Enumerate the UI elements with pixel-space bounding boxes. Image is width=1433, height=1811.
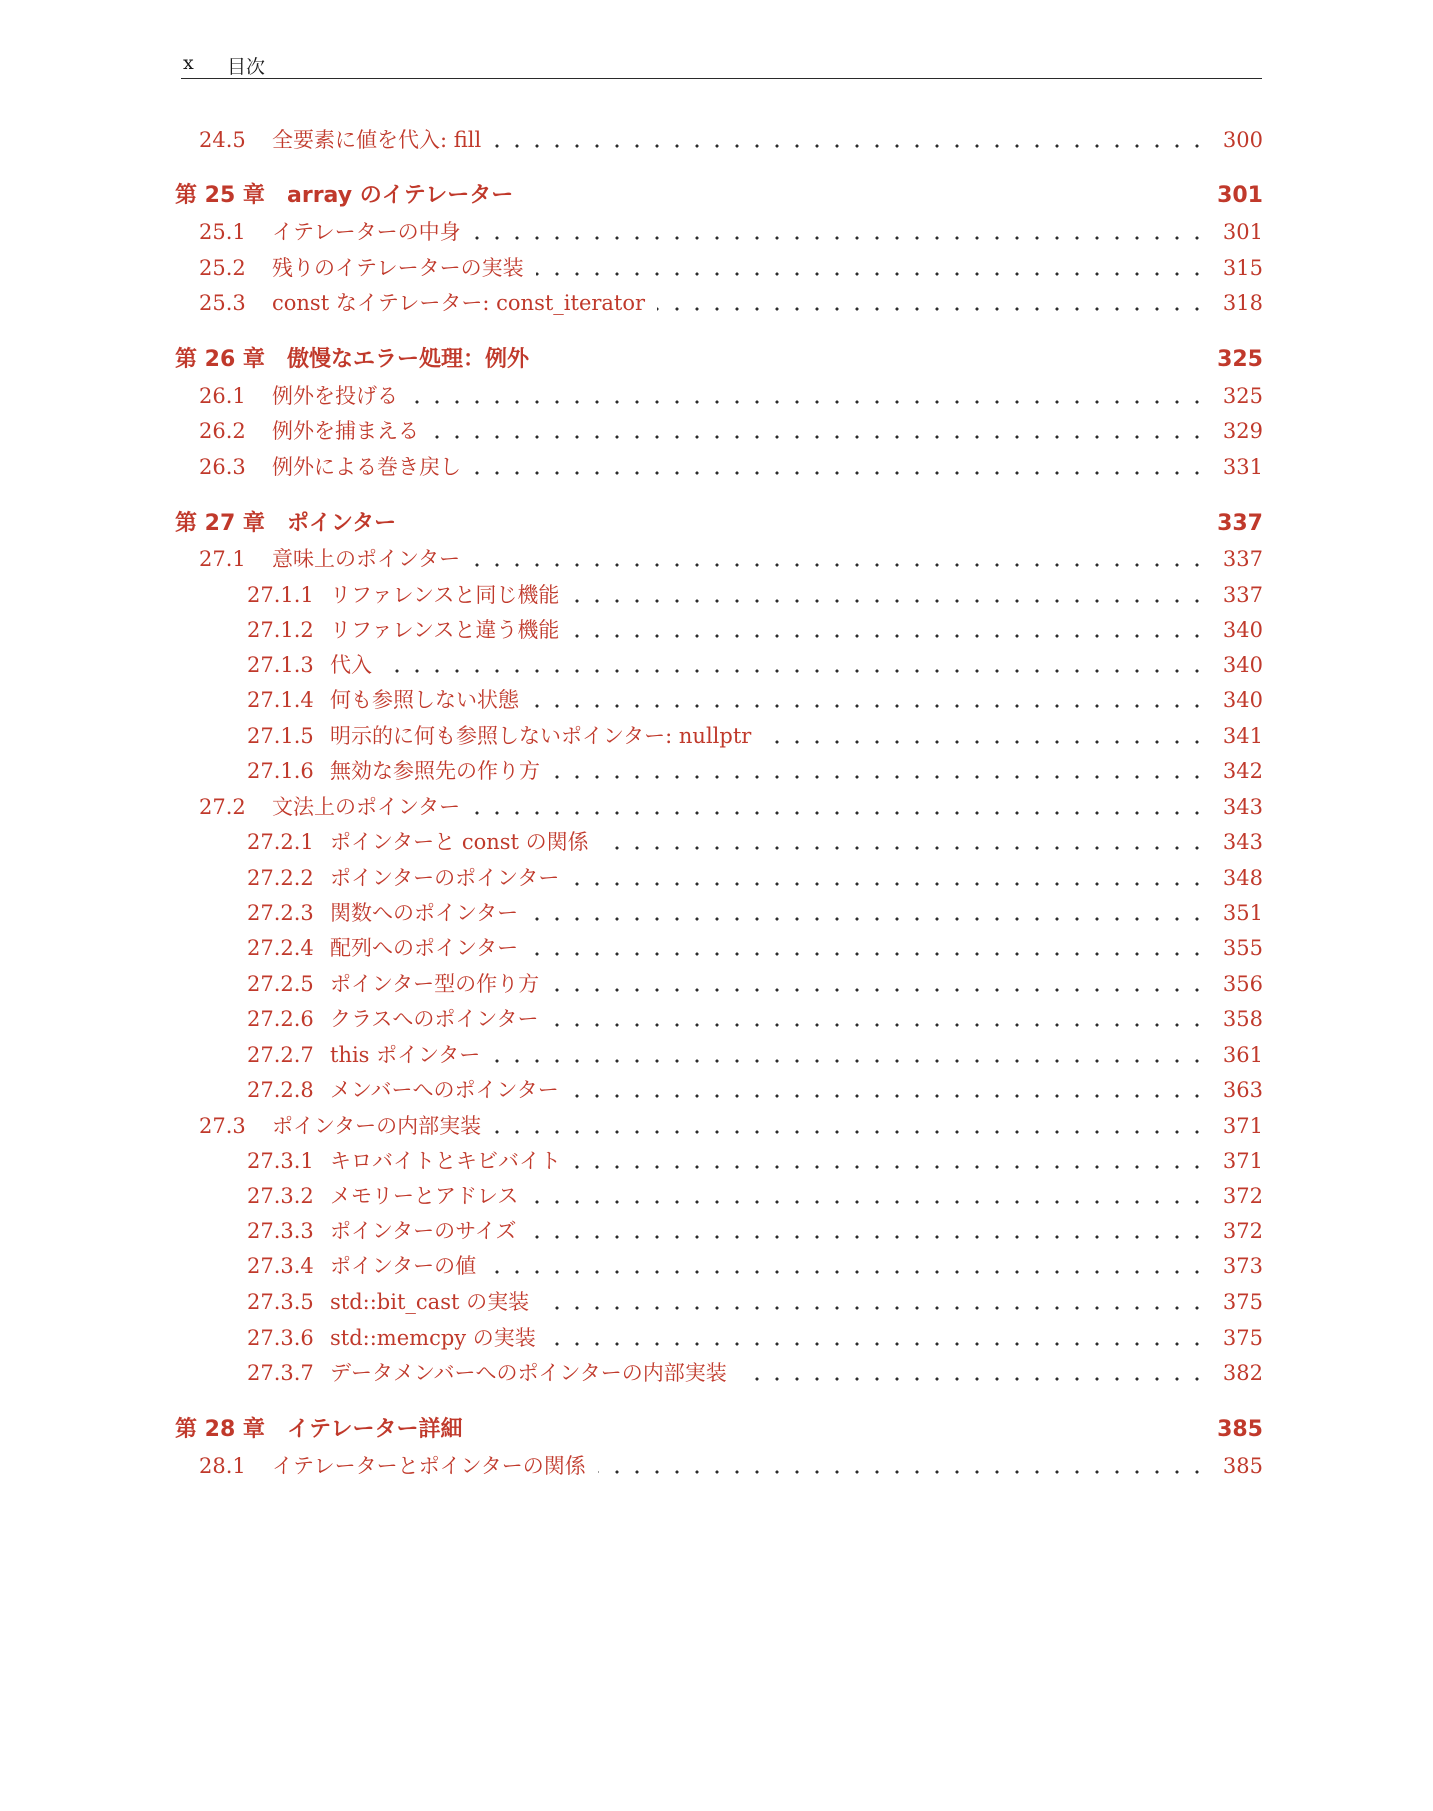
entry-title: クラスへのポインター xyxy=(330,1001,547,1037)
entry-page-number: 343 xyxy=(1217,824,1263,860)
toc-chapter-entry xyxy=(0,178,1433,214)
entry-number: 第 27 章 xyxy=(175,506,265,542)
entry-title: ポインター xyxy=(287,506,396,542)
entry-number: 27.2 xyxy=(199,789,246,825)
dot-leader xyxy=(573,1165,1207,1169)
entry-page-number: 348 xyxy=(1217,860,1263,896)
entry-page-number: 385 xyxy=(1217,1448,1263,1484)
dot-leader xyxy=(571,882,1207,886)
entry-title: メンバーへのポインター xyxy=(330,1072,567,1108)
entry-page-number: 340 xyxy=(1217,682,1263,718)
entry-title: 何も参照しない状態 xyxy=(330,682,527,718)
toc-subsection-entry xyxy=(0,1213,1433,1249)
entry-title: メモリーとアドレス xyxy=(330,1178,526,1214)
entry-page-number: 343 xyxy=(1217,789,1263,825)
entry-title: ポインター型の作り方 xyxy=(330,966,547,1002)
dot-leader xyxy=(431,435,1207,439)
entry-title: 無効な参照先の作り方 xyxy=(330,753,548,789)
dot-leader xyxy=(473,236,1207,240)
toc-subsection-entry xyxy=(0,577,1433,613)
toc-subsection-entry xyxy=(0,753,1433,789)
entry-number: 27.1.6 xyxy=(247,753,314,789)
entry-page-number: 372 xyxy=(1217,1213,1263,1249)
dot-leader xyxy=(571,634,1207,638)
entry-number: 26.1 xyxy=(199,378,246,414)
toc-subsection-entry xyxy=(0,1248,1433,1284)
toc-subsection-entry xyxy=(0,895,1433,931)
toc-section-entry xyxy=(0,214,1433,250)
entry-title: 明示的に何も参照しないポインター: nullptr xyxy=(330,718,759,754)
entry-number: 26.3 xyxy=(199,449,246,485)
entry-title: キロバイトとキビバイト xyxy=(330,1143,569,1179)
dot-leader xyxy=(571,1094,1207,1098)
dot-leader xyxy=(571,599,1207,603)
toc-section-entry xyxy=(0,285,1433,321)
entry-number: 27.2.1 xyxy=(247,824,314,860)
toc-subsection-entry xyxy=(0,824,1433,860)
toc-section-entry xyxy=(0,541,1433,577)
dot-leader xyxy=(531,704,1207,708)
entry-number: 27.3.4 xyxy=(247,1248,314,1284)
toc-section-entry xyxy=(0,122,1433,158)
toc-subsection-entry xyxy=(0,860,1433,896)
entry-number: 第 26 章 xyxy=(175,342,265,378)
entry-title: 傲慢なエラー処理：例外 xyxy=(287,342,529,378)
entry-title: 全要素に値を代入: fill xyxy=(272,122,489,158)
entry-title: 関数へのポインター xyxy=(330,895,526,931)
entry-title: 例外を捕まえる xyxy=(272,413,427,449)
entry-title: イテレーターとポインターの関係 xyxy=(272,1448,594,1484)
entry-title: ポインターのサイズ xyxy=(330,1213,524,1249)
entry-number: 27.2.2 xyxy=(247,860,314,896)
entry-number: 27.2.5 xyxy=(247,966,314,1002)
entry-page-number: 372 xyxy=(1217,1178,1263,1214)
entry-title: ポインターの内部実装 xyxy=(272,1108,489,1144)
dot-leader xyxy=(384,669,1207,673)
entry-title: ポインターの値 xyxy=(330,1248,484,1284)
dot-leader xyxy=(530,917,1207,921)
entry-number: 27.1.5 xyxy=(247,718,314,754)
entry-title: 例外による巻き戻し xyxy=(272,449,469,485)
entry-number: 第 28 章 xyxy=(175,1412,265,1448)
dot-leader xyxy=(552,775,1207,779)
entry-title: リファレンスと同じ機能 xyxy=(330,577,567,613)
entry-title: リファレンスと違う機能 xyxy=(330,612,567,648)
dot-leader xyxy=(530,1200,1207,1204)
toc-subsection-entry xyxy=(0,1001,1433,1037)
toc-section-entry xyxy=(0,413,1433,449)
entry-title: 代入 xyxy=(330,647,380,683)
entry-page-number: 363 xyxy=(1217,1072,1263,1108)
dot-leader xyxy=(601,846,1207,850)
entry-page-number: 355 xyxy=(1217,930,1263,966)
entry-title: array のイテレーター xyxy=(287,178,513,214)
entry-number: 27.3.3 xyxy=(247,1213,314,1249)
toc-subsection-entry xyxy=(0,718,1433,754)
entry-page-number: 329 xyxy=(1217,413,1263,449)
toc-chapter-entry xyxy=(0,506,1433,542)
entry-page-number: 342 xyxy=(1217,753,1263,789)
entry-page-number: 325 xyxy=(1217,378,1263,414)
entry-page-number: 340 xyxy=(1217,647,1263,683)
entry-title: const なイテレーター: const_iterator xyxy=(272,285,653,321)
entry-page-number: 371 xyxy=(1217,1143,1263,1179)
entry-number: 27.3.6 xyxy=(247,1320,314,1356)
entry-title: ポインターと const の関係 xyxy=(330,824,597,860)
dot-leader xyxy=(410,400,1207,404)
dot-leader xyxy=(472,811,1207,815)
toc-subsection-entry xyxy=(0,966,1433,1002)
entry-title: std::memcpy の実装 xyxy=(330,1320,544,1356)
toc-subsection-entry xyxy=(0,1284,1433,1320)
entry-number: 27.3.1 xyxy=(247,1143,314,1179)
toc-subsection-entry xyxy=(0,1178,1433,1214)
toc-subsection-entry xyxy=(0,930,1433,966)
entry-number: 27.1.3 xyxy=(247,647,314,683)
entry-page-number: 300 xyxy=(1217,122,1263,158)
dot-leader xyxy=(551,988,1207,992)
entry-page-number: 371 xyxy=(1217,1108,1263,1144)
entry-number: 25.3 xyxy=(199,285,246,321)
dot-leader xyxy=(551,1023,1207,1027)
toc-section-entry xyxy=(0,1448,1433,1484)
entry-page-number: 351 xyxy=(1217,895,1263,931)
entry-number: 第 25 章 xyxy=(175,178,265,214)
dot-leader xyxy=(493,1130,1207,1134)
dot-leader xyxy=(492,1059,1207,1063)
entry-number: 27.2.8 xyxy=(247,1072,314,1108)
entry-page-number: 301 xyxy=(1217,214,1263,250)
entry-number: 27.3.2 xyxy=(247,1178,314,1214)
dot-leader xyxy=(739,1377,1207,1381)
entry-page-number: 331 xyxy=(1217,449,1263,485)
entry-number: 27.3.7 xyxy=(247,1355,314,1391)
entry-title: this ポインター xyxy=(330,1037,488,1073)
entry-number: 27.1.4 xyxy=(247,682,314,718)
dot-leader xyxy=(530,952,1207,956)
entry-number: 26.2 xyxy=(199,413,246,449)
entry-number: 27.2.4 xyxy=(247,930,314,966)
dot-leader xyxy=(493,144,1207,148)
entry-page-number: 337 xyxy=(1217,577,1263,613)
toc-section-entry xyxy=(0,789,1433,825)
entry-title: 例外を投げる xyxy=(272,378,406,414)
entry-number: 27.3 xyxy=(199,1108,246,1144)
entry-page-number: 361 xyxy=(1217,1037,1263,1073)
dot-leader xyxy=(528,1235,1207,1239)
entry-number: 27.1 xyxy=(199,541,246,577)
entry-number: 25.1 xyxy=(199,214,246,250)
running-header xyxy=(181,52,1262,79)
entry-page-number: 340 xyxy=(1217,612,1263,648)
header-title: 目次 xyxy=(227,56,266,78)
entry-title: イテレーターの中身 xyxy=(272,214,469,250)
toc-chapter-entry xyxy=(0,1412,1433,1448)
toc-section-entry xyxy=(0,1108,1433,1144)
toc-subsection-entry xyxy=(0,1355,1433,1391)
entry-number: 28.1 xyxy=(199,1448,246,1484)
entry-page-number: 373 xyxy=(1217,1248,1263,1284)
dot-leader xyxy=(488,1270,1207,1274)
toc-subsection-entry xyxy=(0,1037,1433,1073)
toc-subsection-entry xyxy=(0,1320,1433,1356)
entry-number: 27.3.5 xyxy=(247,1284,314,1320)
entry-number: 25.2 xyxy=(199,250,246,286)
toc-subsection-entry xyxy=(0,682,1433,718)
entry-number: 27.2.6 xyxy=(247,1001,314,1037)
entry-page-number: 337 xyxy=(1217,541,1263,577)
entry-page-number: 337 xyxy=(1211,506,1263,542)
header-page-number: x xyxy=(183,52,194,74)
dot-leader xyxy=(548,1342,1207,1346)
entry-title: std::bit_cast の実装 xyxy=(330,1284,537,1320)
entry-title: ポインターのポインター xyxy=(330,860,567,896)
entry-number: 27.2.3 xyxy=(247,895,314,931)
entry-number: 24.5 xyxy=(199,122,246,158)
dot-leader xyxy=(536,272,1207,276)
entry-number: 27.2.7 xyxy=(247,1037,314,1073)
toc-subsection-entry xyxy=(0,612,1433,648)
entry-page-number: 301 xyxy=(1211,178,1263,214)
entry-number: 27.1.2 xyxy=(247,612,314,648)
dot-leader xyxy=(598,1470,1207,1474)
toc-subsection-entry xyxy=(0,1072,1433,1108)
toc-subsection-entry xyxy=(0,1143,1433,1179)
entry-title: 文法上のポインター xyxy=(272,789,468,825)
entry-number: 27.1.1 xyxy=(247,577,314,613)
entry-page-number: 375 xyxy=(1217,1284,1263,1320)
entry-title: 残りのイテレーターの実装 xyxy=(272,250,532,286)
toc-section-entry xyxy=(0,378,1433,414)
dot-leader xyxy=(473,471,1207,475)
entry-page-number: 382 xyxy=(1217,1355,1263,1391)
entry-title: イテレーター詳細 xyxy=(287,1412,463,1448)
entry-page-number: 325 xyxy=(1211,342,1263,378)
dot-leader xyxy=(472,563,1207,567)
toc-subsection-entry xyxy=(0,647,1433,683)
dot-leader xyxy=(657,307,1207,311)
entry-title: 配列へのポインター xyxy=(330,930,526,966)
toc-section-entry xyxy=(0,449,1433,485)
entry-page-number: 341 xyxy=(1217,718,1263,754)
entry-page-number: 318 xyxy=(1217,285,1263,321)
entry-page-number: 315 xyxy=(1217,250,1263,286)
dot-leader xyxy=(541,1306,1207,1310)
dot-leader xyxy=(763,740,1207,744)
entry-title: 意味上のポインター xyxy=(272,541,468,577)
entry-page-number: 375 xyxy=(1217,1320,1263,1356)
entry-page-number: 385 xyxy=(1211,1412,1263,1448)
entry-page-number: 358 xyxy=(1217,1001,1263,1037)
toc-section-entry xyxy=(0,250,1433,286)
toc-chapter-entry xyxy=(0,342,1433,378)
entry-title: データメンバーへのポインターの内部実装 xyxy=(330,1355,735,1391)
entry-page-number: 356 xyxy=(1217,966,1263,1002)
